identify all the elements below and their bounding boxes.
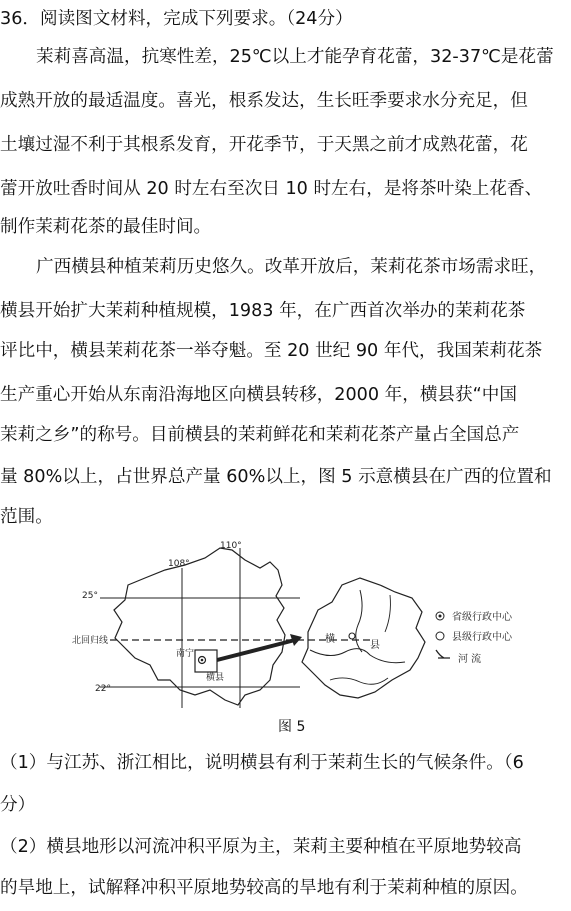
figure-5 (70, 540, 540, 710)
lat-22-label: 22° (95, 684, 111, 694)
hengxian-label-small: 横县 (206, 673, 225, 683)
paragraph-line: 土壤过湿不利于其根系发育，开花季节，于天黑之前才成熟花蕾，花 (0, 135, 528, 155)
legend (436, 610, 513, 665)
legend-label-county: 县级行政中心 (452, 632, 512, 643)
guangxi-map (72, 541, 370, 708)
lon-108-label: 108° (168, 559, 190, 569)
paragraph-line: 生产重心开始从东南沿海地区向横县转移，2000 年，横县获“中国 (0, 385, 517, 405)
sub-question-line: 分） (0, 795, 36, 815)
question-header: 36．阅读图文材料，完成下列要求。（24分） (0, 9, 353, 29)
river-4 (330, 678, 388, 684)
county-center-marker (349, 633, 355, 639)
sub-question-line: 的旱地上，试解释冲积平原地势较高的旱地有利于茉莉种植的原因。 (0, 878, 528, 898)
sub-question-line: （1）与江苏、浙江相比，说明横县有利于茉莉生长的气候条件。（6 (0, 753, 524, 773)
legend-label-provincial: 省级行政中心 (452, 612, 512, 623)
paragraph-line: 茉莉喜高温，抗寒性差，25℃以上才能孕育花蕾，32-37℃是花蕾 (36, 47, 554, 67)
pointer-arrow-line (217, 640, 295, 660)
xian-label: 县 (370, 640, 380, 651)
legend-label-river: 河 流 (458, 654, 482, 665)
heng-label: 横 (325, 634, 335, 645)
paragraph-line: 量 80%以上，占世界总产量 60%以上，图 5 示意横县在广西的位置和 (0, 467, 552, 487)
paragraph-line: 广西横县种植茉莉历史悠久。改革开放后，茉莉花茶市场需求旺， (36, 257, 547, 277)
paragraph-line: 制作茉莉花茶的最佳时间。 (0, 217, 212, 237)
paragraph-line: 评比中，横县茉莉花茶一举夺魁。至 20 世纪 90 年代，我国茉莉花茶 (0, 341, 543, 361)
paragraph-line: 蕾开放吐香时间从 20 时左右至次日 10 时左右，是将茶叶染上花香、 (0, 179, 543, 199)
lat-25-label: 25° (82, 591, 98, 601)
paragraph-line: 范围。 (0, 507, 53, 527)
river-2 (356, 590, 362, 652)
paragraph-line: 茉莉之乡”的称号。目前横县的茉莉鲜花和茉莉花茶产量占全国总产 (0, 425, 520, 445)
circle-icon (436, 632, 444, 640)
tropic-label: 北回归线 (72, 636, 109, 646)
nanning-marker-core (201, 659, 204, 662)
river-1 (310, 649, 405, 663)
sub-question-line: （2）横县地形以河流冲积平原为主，茉莉主要种植在平原地势较高 (0, 837, 522, 857)
nanning-label: 南宁 (176, 649, 195, 659)
hengxian-map (302, 578, 425, 698)
map-svg (70, 540, 540, 710)
river-3 (385, 595, 390, 632)
hengxian-outline (302, 578, 425, 698)
figure-caption: 图 5 (278, 719, 306, 735)
paragraph-line: 横县开始扩大茉莉种植规模，1983 年，在广西首次举办的茉莉花茶 (0, 301, 526, 321)
double-circle-icon-inner (439, 615, 442, 618)
lon-110-label: 110° (220, 541, 242, 551)
paragraph-line: 成熟开放的最适温度。喜光，根系发达，生长旺季要求水分充足，但 (0, 91, 528, 111)
river-icon (436, 650, 450, 658)
guangxi-outline (114, 548, 285, 705)
